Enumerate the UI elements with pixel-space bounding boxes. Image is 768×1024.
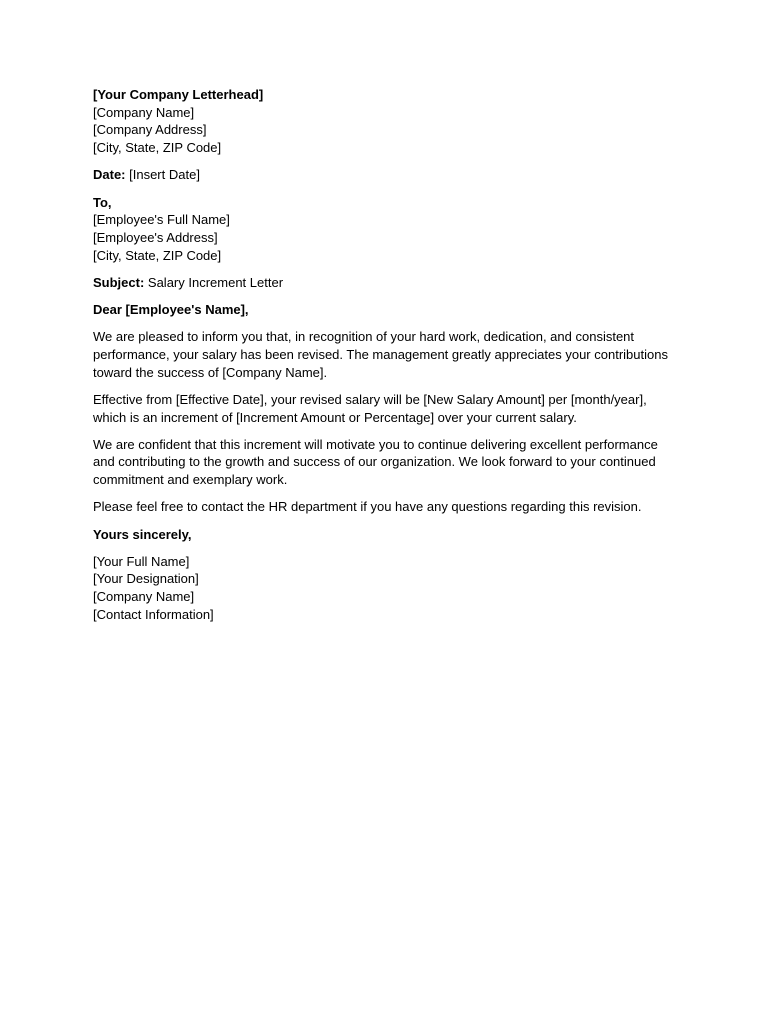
body-paragraph-4: Please feel free to contact the HR department if you have any questions regarding this revision. <box>93 499 642 515</box>
company-name: [Company Name] <box>93 104 195 120</box>
closing: Yours sincerely, <box>93 526 192 542</box>
body-paragraph-2: Effective from [Effective Date], your revised salary will be [New Salary Amount] per [month/year], which is an increment of [Increment Amount or Percentage] over your current salary. <box>93 391 647 425</box>
company-city-state-zip: [City, State, ZIP Code] <box>93 140 222 156</box>
body-paragraph-3: We are confident that this increment will motivate you to continue delivering excellent performance and contributing to the growth and success of our organization. We look forward to your continued commitment and exemplary work. <box>93 436 658 488</box>
date-label: Date: <box>93 167 126 183</box>
recipient-block <box>93 194 678 265</box>
letter-body <box>93 86 678 633</box>
signature-designation: [Your Designation] <box>93 571 199 587</box>
letterhead-block <box>93 86 678 157</box>
letterhead-title: [Your Company Letterhead] <box>93 87 264 102</box>
signature-full-name: [Your Full Name] <box>93 553 190 569</box>
closing-block <box>93 526 678 544</box>
signature-company-name: [Company Name] <box>93 589 195 605</box>
salutation: Dear [Employee's Name], <box>93 302 249 318</box>
signature-contact: [Contact Information] <box>93 606 214 622</box>
subject-value: Salary Increment Letter <box>144 274 284 290</box>
employee-address: [Employee's Address] <box>93 229 218 245</box>
employee-city-state-zip: [City, State, ZIP Code] <box>93 247 222 263</box>
company-address: [Company Address] <box>93 122 207 138</box>
date-value: [Insert Date] <box>125 167 200 183</box>
subject-label: Subject: <box>93 274 145 290</box>
employee-full-name: [Employee's Full Name] <box>93 212 230 228</box>
signature-block <box>93 553 678 624</box>
salutation-block <box>93 301 678 319</box>
to-label: To, <box>93 194 112 210</box>
body-paragraph-1: We are pleased to inform you that, in recognition of your hard work, dedication, and consistent performance, your salary has been revised. The management greatly appreciates your contributions toward the success of [Company Name]. <box>93 329 668 380</box>
date-line <box>93 166 678 184</box>
subject-line <box>93 274 678 292</box>
